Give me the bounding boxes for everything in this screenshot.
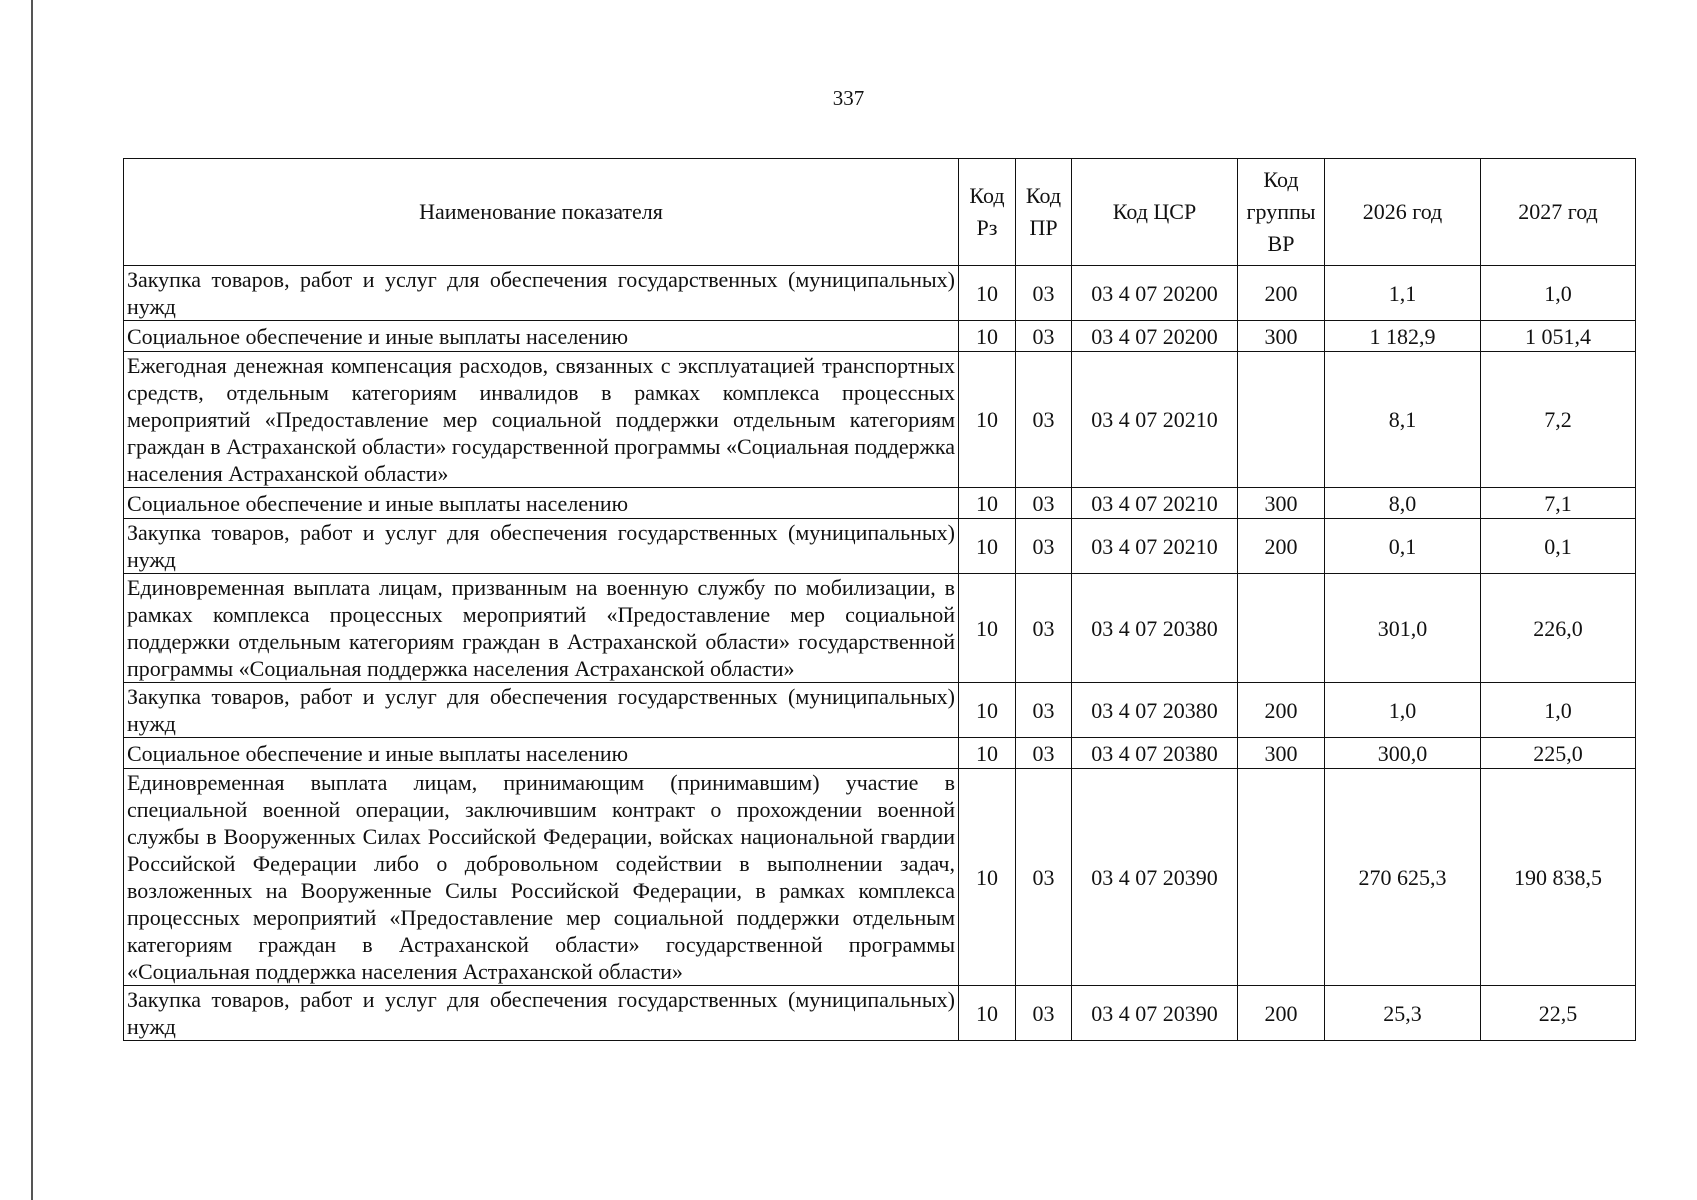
cell-2026: 300,0 — [1325, 738, 1481, 769]
cell-rz: 10 — [959, 266, 1016, 321]
cell-2026: 8,1 — [1325, 352, 1481, 488]
table-row — [124, 738, 1636, 769]
cell-name: Ежегодная денежная компенсация расходов, связанных с эксплуатацией транспортных средств, отдельным категориям инвалидов в рамках комплекса процессных мероприятий «Предоставление мер социальной поддержки отдельным категориям граждан в Астраханской области» государственной программы «Социальная поддержка населения Астраханской области» — [124, 352, 959, 488]
table-row — [124, 986, 1636, 1041]
cell-rz: 10 — [959, 321, 1016, 352]
budget-table — [123, 158, 1636, 1041]
cell-name: Социальное обеспечение и иные выплаты населению — [124, 738, 959, 769]
cell-2026: 1 182,9 — [1325, 321, 1481, 352]
cell-pr: 03 — [1016, 352, 1072, 488]
header-vr: Код группы ВР — [1238, 159, 1325, 266]
header-2027: 2027 год — [1481, 159, 1636, 266]
cell-pr: 03 — [1016, 321, 1072, 352]
cell-name: Закупка товаров, работ и услуг для обеспечения государственных (муниципальных) нужд — [124, 519, 959, 574]
cell-csr: 03 4 07 20380 — [1072, 738, 1238, 769]
cell-rz: 10 — [959, 738, 1016, 769]
table-header-row — [124, 159, 1636, 266]
cell-2026: 8,0 — [1325, 488, 1481, 519]
cell-2027: 190 838,5 — [1481, 769, 1636, 986]
cell-2027: 1 051,4 — [1481, 321, 1636, 352]
cell-pr: 03 — [1016, 738, 1072, 769]
header-pr: Код ПР — [1016, 159, 1072, 266]
cell-2027: 7,2 — [1481, 352, 1636, 488]
cell-name: Единовременная выплата лицам, призванным на военную службу по мобилизации, в рамках комплекса процессных мероприятий «Предоставление мер социальной поддержки отдельным категориям граждан в Астраханской области» государственной программы «Социальная поддержка населения Астраханской области» — [124, 574, 959, 683]
table-row — [124, 574, 1636, 683]
cell-vr: 300 — [1238, 738, 1325, 769]
cell-csr: 03 4 07 20200 — [1072, 321, 1238, 352]
cell-2026: 270 625,3 — [1325, 769, 1481, 986]
cell-2026: 0,1 — [1325, 519, 1481, 574]
table-row — [124, 683, 1636, 738]
header-rz: Код Рз — [959, 159, 1016, 266]
cell-name: Закупка товаров, работ и услуг для обеспечения государственных (муниципальных) нужд — [124, 986, 959, 1041]
table-row — [124, 519, 1636, 574]
cell-pr: 03 — [1016, 683, 1072, 738]
cell-vr — [1238, 574, 1325, 683]
cell-pr: 03 — [1016, 986, 1072, 1041]
cell-rz: 10 — [959, 574, 1016, 683]
cell-rz: 10 — [959, 769, 1016, 986]
cell-2027: 22,5 — [1481, 986, 1636, 1041]
header-csr: Код ЦСР — [1072, 159, 1238, 266]
page-number: 337 — [832, 86, 865, 110]
cell-csr: 03 4 07 20210 — [1072, 352, 1238, 488]
header-2026: 2026 год — [1325, 159, 1481, 266]
header-name: Наименование показателя — [124, 159, 959, 266]
cell-pr: 03 — [1016, 519, 1072, 574]
table-row — [124, 769, 1636, 986]
cell-pr: 03 — [1016, 266, 1072, 321]
table-row — [124, 266, 1636, 321]
cell-2027: 1,0 — [1481, 266, 1636, 321]
cell-vr: 200 — [1238, 266, 1325, 321]
cell-vr: 200 — [1238, 519, 1325, 574]
cell-2027: 226,0 — [1481, 574, 1636, 683]
cell-vr — [1238, 769, 1325, 986]
cell-2026: 25,3 — [1325, 986, 1481, 1041]
cell-vr: 200 — [1238, 683, 1325, 738]
cell-csr: 03 4 07 20390 — [1072, 986, 1238, 1041]
table-row — [124, 352, 1636, 488]
cell-rz: 10 — [959, 519, 1016, 574]
cell-name: Закупка товаров, работ и услуг для обеспечения государственных (муниципальных) нужд — [124, 683, 959, 738]
cell-csr: 03 4 07 20380 — [1072, 683, 1238, 738]
cell-name: Единовременная выплата лицам, принимающим (принимавшим) участие в специальной военной операции, заключившим контракт о прохождении военной службы в Вооруженных Силах Российской Федерации, войсках национальной гвардии Российской Федерации либо о добровольном содействии в выполнении задач, возложенных на Вооруженные Силы Российской Федерации, в рамках комплекса процессных мероприятий «Предоставление мер социальной поддержки отдельным категориям граждан в Астраханской области» государственной программы «Социальная поддержка населения Астраханской области» — [124, 769, 959, 986]
cell-2026: 1,0 — [1325, 683, 1481, 738]
cell-rz: 10 — [959, 986, 1016, 1041]
cell-name: Социальное обеспечение и иные выплаты населению — [124, 321, 959, 352]
cell-2026: 1,1 — [1325, 266, 1481, 321]
cell-rz: 10 — [959, 683, 1016, 738]
table-row — [124, 488, 1636, 519]
cell-name: Закупка товаров, работ и услуг для обеспечения государственных (муниципальных) нужд — [124, 266, 959, 321]
cell-2027: 1,0 — [1481, 683, 1636, 738]
cell-2027: 225,0 — [1481, 738, 1636, 769]
cell-vr — [1238, 352, 1325, 488]
cell-pr: 03 — [1016, 574, 1072, 683]
cell-vr: 200 — [1238, 986, 1325, 1041]
cell-name: Социальное обеспечение и иные выплаты населению — [124, 488, 959, 519]
cell-vr: 300 — [1238, 488, 1325, 519]
cell-csr: 03 4 07 20380 — [1072, 574, 1238, 683]
cell-2027: 7,1 — [1481, 488, 1636, 519]
cell-pr: 03 — [1016, 488, 1072, 519]
cell-2026: 301,0 — [1325, 574, 1481, 683]
cell-csr: 03 4 07 20200 — [1072, 266, 1238, 321]
cell-vr: 300 — [1238, 321, 1325, 352]
cell-2027: 0,1 — [1481, 519, 1636, 574]
cell-csr: 03 4 07 20210 — [1072, 488, 1238, 519]
cell-rz: 10 — [959, 352, 1016, 488]
cell-rz: 10 — [959, 488, 1016, 519]
cell-csr: 03 4 07 20210 — [1072, 519, 1238, 574]
cell-csr: 03 4 07 20390 — [1072, 769, 1238, 986]
cell-pr: 03 — [1016, 769, 1072, 986]
table-row — [124, 321, 1636, 352]
page-binding-line — [31, 0, 33, 1200]
